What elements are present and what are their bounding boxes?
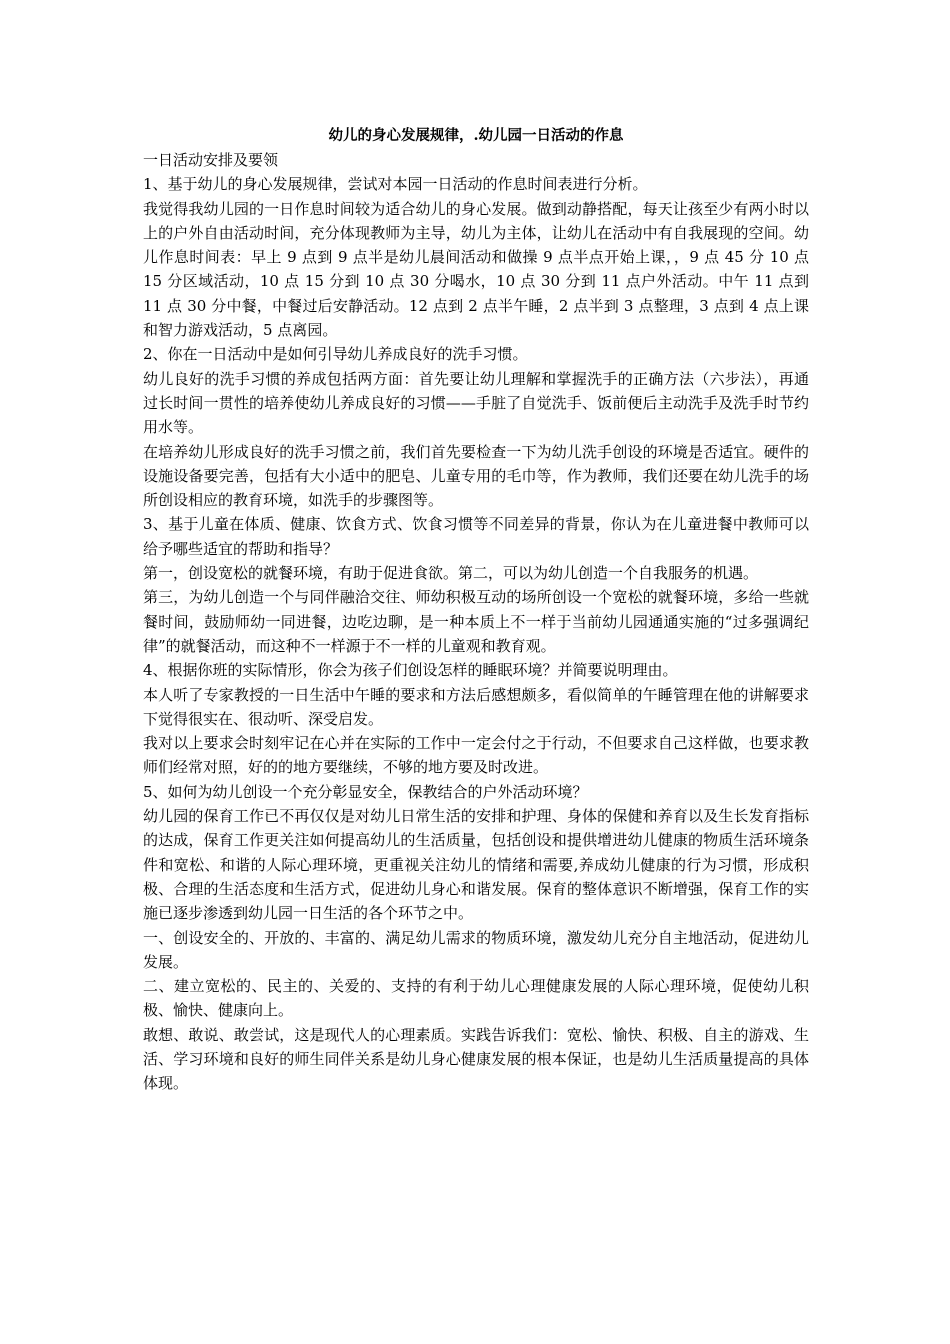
question-2: 2、你在一日活动中是如何引导幼儿养成良好的洗手习惯。 <box>143 345 528 364</box>
document-page <box>143 124 809 1096</box>
section-heading: 一日活动安排及要领 <box>143 151 279 169</box>
answer-4-part-2: 我对以上要求会时刻牢记在心并在实际的工作中一定会付之于行动，不但要求自己这样做，也要求教师们经常对照，好的的地方要继续，不够的地方要及时改进。 <box>143 734 809 777</box>
question-1: 1、基于幼儿的身心发展规律，尝试对本园一日活动的作息时间表进行分析。 <box>143 175 648 194</box>
answer-4-part-1: 本人听了专家教授的一日生活中午睡的要求和方法后感想颇多，看似简单的午睡管理在他的讲解要求下觉得很实在、很动听、深受启发。 <box>143 685 809 728</box>
answer-2-part-1: 幼儿良好的洗手习惯的养成包括两方面：首先要让幼儿理解和掌握洗手的正确方法（六步法），再通过长时间一贯性的培养使幼儿养成良好的习惯——手脏了自觉洗手、饭前便后主动洗手及洗手时节约用水等。 <box>143 369 809 437</box>
answer-1: 我觉得我幼儿园的一日作息时间较为适合幼儿的身心发展。做到动静搭配，每天让孩至少有两小时以上的户外自由活动时间，充分体现教师为主导，幼儿为主体，让幼儿在活动中有自我展现的空间。幼儿作息时间表：早上 9 点到 9 点半是幼儿晨间活动和做操 9 点半点开始上课，，9 点 45 分 10 点 15 分区域活动，10 点 15 分到 10 点 30 分喝水，10 点 30 分到 11 点户外活动。中午 11 点到 11 点 30 分中餐，中餐过后安静活动。12 点到 2 点半午睡，2 点半到 3 点整理，3 点到 4 点上课和智力游戏活动，5 点离园。 <box>143 199 809 340</box>
answer-2-part-2: 在培养幼儿形成良好的洗手习惯之前，我们首先要检查一下为幼儿洗手创设的环境是否适宜。硬件的设施设备要完善，包括有大小适中的肥皂、儿童专用的毛巾等，作为教师，我们还要在幼儿洗手的场所创设相应的教育环境，如洗手的步骤图等。 <box>143 442 809 510</box>
question-3: 3、基于儿童在体质、健康、饮食方式、饮食习惯等不同差异的背景，你认为在儿童进餐中教师可以给予哪些适宜的帮助和指导？ <box>143 515 809 558</box>
answer-5-point-1: 一、创设安全的、开放的、丰富的、满足幼儿需求的物质环境，激发幼儿充分自主地活动，促进幼儿发展。 <box>143 928 809 971</box>
question-4: 4、根据你班的实际情形，你会为孩子们创设怎样的睡眠环境？并简要说明理由。 <box>143 661 678 680</box>
document-title: 幼儿的身心发展规律，.幼儿园一日活动的作息 <box>328 127 624 144</box>
answer-3-part-2: 第三，为幼儿创造一个与同伴融洽交往、师幼积极互动的场所创设一个宽松的就餐环境，多给一些就餐时间，鼓励师幼一同进餐，边吃边聊，是一种本质上不一样于当前幼儿园通通实施的“过多强调纪律”的就餐活动，而这种不一样源于不一样的儿童观和教育观。 <box>143 588 809 655</box>
question-5: 5、如何为幼儿创设一个充分彰显安全，保教结合的户外活动环境？ <box>143 782 588 801</box>
answer-5-conclusion: 敢想、敢说、敢尝试，这是现代人的心理素质。实践告诉我们：宽松、愉快、积极、自主的游戏、生活、学习环境和良好的师生同伴关系是幼儿身心健康发展的根本保证，也是幼儿生活质量提高的具体体现。 <box>143 1025 809 1093</box>
answer-3-part-1: 第一，创设宽松的就餐环境，有助于促进食欲。第二，可以为幼儿创造一个自我服务的机遇。 <box>143 564 759 583</box>
answer-5-point-2: 二、建立宽松的、民主的、关爱的、支持的有利于幼儿心理健康发展的人际心理环境，促使幼儿积极、愉快、健康向上。 <box>143 977 809 1020</box>
answer-5-part-1: 幼儿园的保育工作已不再仅仅是对幼儿日常生活的安排和护理、身体的保健和养育以及生长发育指标的达成，保育工作更关注如何提高幼儿的生活质量，包括创设和提供增进幼儿健康的物质生活环境条件和宽松、和谐的人际心理环境，更重视关注幼儿的情绪和需要,养成幼儿健康的行为习惯，形成积极、合理的生活态度和生活方式，促进幼儿身心和谐发展。保育的整体意识不断增强，保育工作的实施已逐步渗透到幼儿园一日生活的各个环节之中。 <box>143 807 809 923</box>
